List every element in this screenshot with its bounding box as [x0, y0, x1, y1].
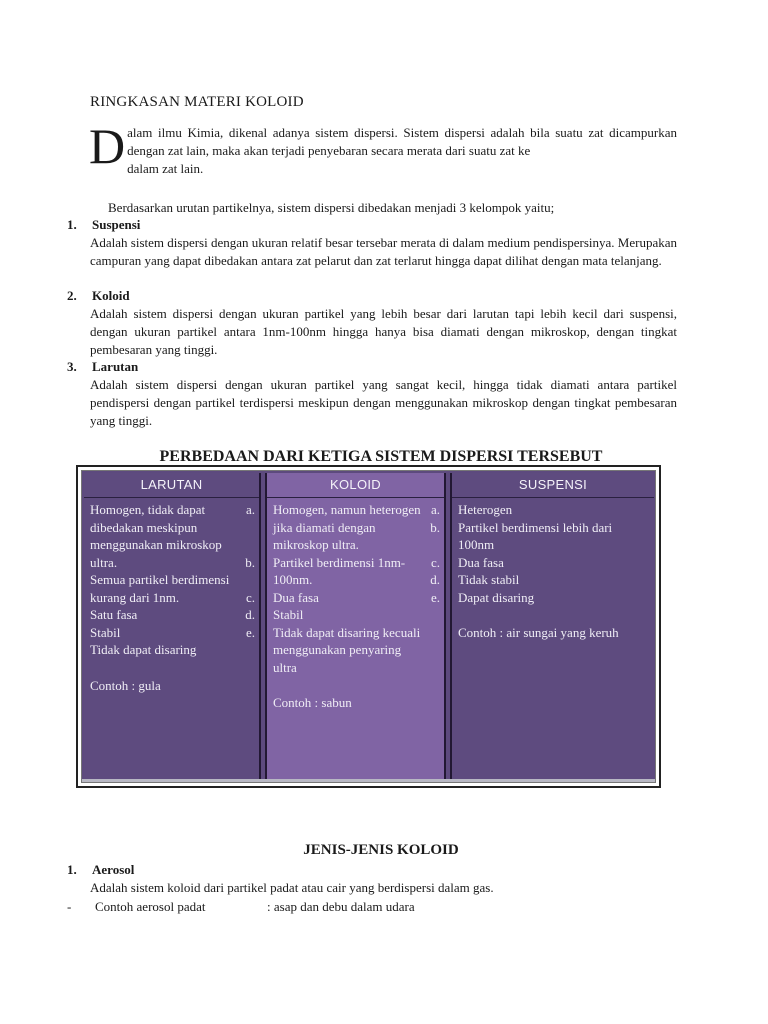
cell-marker	[646, 501, 650, 519]
cell-text: ultra	[273, 659, 297, 675]
table-cell-line	[90, 589, 255, 607]
column-body	[84, 498, 259, 694]
table-cell-line	[273, 659, 440, 677]
column-header: KOLOID	[267, 473, 444, 498]
cell-text: Partikel berdimensi 1nm-	[273, 554, 406, 570]
cell-text: dibedakan meskipun	[90, 519, 198, 535]
comparison-table-body	[81, 470, 656, 783]
cell-marker: a.	[430, 502, 440, 517]
cell-marker: c.	[245, 589, 255, 605]
cell-text: menggunakan penyaring	[273, 642, 402, 657]
cell-marker: d.	[430, 572, 440, 587]
cell-marker: e.	[245, 624, 255, 640]
cell-text: Tidak stabil	[458, 572, 520, 587]
jenis-heading: Aerosol	[92, 862, 135, 877]
type-description: Adalah sistem dispersi dengan ukuran partikel yang sangat kecil, hingga tidak diamati antara partikel pendispersi dengan partikel terdispersi meskipun dengan menggunakan mikroskop dengan tingkat pembesaran yang tinggi.	[90, 377, 677, 428]
table-cell-line	[458, 554, 650, 572]
example-text: Contoh : gula	[90, 677, 161, 693]
table-cell-line	[273, 571, 440, 589]
cell-marker: d.	[245, 607, 255, 622]
column-header: LARUTAN	[84, 473, 259, 498]
table-cell-line	[273, 501, 440, 519]
cell-marker: b.	[430, 519, 440, 535]
cell-text: mikroskop ultra.	[273, 537, 359, 552]
table-cell-line	[273, 641, 440, 659]
cell-marker: e.	[430, 589, 440, 605]
cell-marker	[436, 606, 440, 624]
type-number: 3.	[67, 359, 77, 374]
type-heading: Koloid	[92, 288, 130, 303]
section-title: JENIS-JENIS KOLOID	[303, 842, 459, 858]
cell-text: Dua fasa	[273, 589, 319, 605]
table-cell-line	[273, 589, 440, 607]
table-cell-line	[458, 571, 650, 589]
type-number: 1.	[67, 217, 77, 232]
table-cell-line	[458, 589, 650, 607]
column-body	[267, 498, 444, 712]
example-value: : asap dan debu dalam udara	[267, 899, 415, 914]
cell-text: Satu fasa	[90, 607, 138, 622]
example-text: Contoh : air sungai yang keruh	[458, 625, 619, 640]
column-koloid	[265, 473, 446, 780]
table-cell-line	[90, 571, 255, 589]
cell-text: Semua partikel berdimensi	[90, 572, 230, 587]
cell-text: jika diamati dengan	[273, 519, 376, 535]
jenis-description: Adalah sistem koloid dari partikel padat atau cair yang berdispersi dalam gas.	[90, 880, 494, 895]
type-heading: Suspensi	[92, 217, 141, 232]
table-cell-line	[90, 641, 255, 659]
column-header: SUSPENSI	[452, 473, 654, 498]
cell-marker	[436, 659, 440, 677]
cell-marker	[646, 571, 650, 589]
column-body	[452, 498, 654, 642]
cell-text: Homogen, namun heterogen	[273, 502, 421, 517]
type-description: Adalah sistem dispersi dengan ukuran partikel yang lebih besar dari larutan tapi lebih kecil dari suspensi, dengan ukuran partikel antara 1nm-100nm hingga hanya bisa diamati dengan mikroskop, dengan tingkat pembesaran yang tinggi.	[90, 306, 677, 357]
cell-text: menggunakan mikroskop	[90, 537, 222, 552]
table-cell-line	[273, 519, 440, 537]
column-larutan	[84, 473, 261, 780]
cell-text: Tidak dapat disaring	[90, 642, 197, 657]
comparison-table-title: PERBEDAAN DARI KETIGA SISTEM DISPERSI TERSEBUT	[159, 448, 603, 465]
type-heading: Larutan	[92, 359, 139, 374]
cell-text: Stabil	[90, 624, 121, 640]
cell-marker	[646, 589, 650, 607]
cell-text: 100nm	[458, 537, 495, 552]
table-cell-line	[458, 536, 650, 554]
comparison-table	[76, 465, 661, 788]
cell-marker	[251, 519, 255, 537]
lead-sentence: Berdasarkan urutan partikelnya, sistem dispersi dibedakan menjadi 3 kelompok yaitu;	[108, 200, 555, 215]
cell-marker	[251, 536, 255, 554]
intro-paragraph	[89, 118, 677, 178]
cell-text: 100nm.	[273, 572, 313, 587]
jenis-number: 1.	[67, 862, 77, 877]
page-title: RINGKASAN MATERI KOLOID	[90, 94, 304, 110]
table-cell-line	[273, 624, 440, 642]
type-description: Adalah sistem dispersi dengan ukuran relatif besar tersebar merata di dalam medium pendispersinya. Merupakan campuran yang dapat dibedakan antara zat pelarut dan zat terlarut hingga dapat dilihat dengan mata telanjang.	[90, 235, 677, 268]
cell-marker: a.	[245, 502, 255, 517]
table-cell-line	[273, 606, 440, 624]
cell-marker	[251, 571, 255, 589]
table-cell-line	[90, 501, 255, 519]
cell-marker	[436, 624, 440, 642]
table-cell-line	[90, 519, 255, 537]
drop-cap: D	[89, 118, 126, 174]
table-cell-line	[273, 536, 440, 554]
cell-text: Dua fasa	[458, 554, 504, 570]
cell-text: Dapat disaring	[458, 589, 535, 605]
table-cell-line	[90, 606, 255, 624]
intro-line-2: dicampurkan dengan zat lain, maka akan terjadi penyebaran secara merata dari suatu zat ke	[127, 125, 677, 158]
cell-text: Stabil	[273, 607, 304, 622]
cell-marker	[251, 641, 255, 659]
cell-marker: b.	[245, 554, 255, 570]
cell-text: Heterogen	[458, 502, 513, 517]
cell-marker	[646, 536, 650, 554]
cell-text: Homogen, tidak dapat	[90, 502, 206, 517]
cell-marker	[436, 536, 440, 554]
cell-text: Partikel berdimensi lebih dari	[458, 519, 613, 535]
intro-line-1: alam ilmu Kimia, dikenal adanya sistem dispersi. Sistem dispersi adalah bila suatu zat	[127, 125, 604, 140]
column-suspensi	[450, 473, 654, 780]
table-cell-line	[90, 624, 255, 642]
table-cell-line	[273, 554, 440, 572]
cell-text: kurang dari 1nm.	[90, 589, 180, 605]
cell-text: ultra.	[90, 554, 118, 570]
table-bottom-rule	[82, 779, 655, 782]
cell-marker: c.	[430, 554, 440, 570]
type-number: 2.	[67, 288, 77, 303]
example-text: Contoh : sabun	[273, 695, 352, 710]
table-cell-line	[90, 536, 255, 554]
intro-line-3: dalam zat lain.	[127, 161, 204, 176]
table-cell-line	[458, 501, 650, 519]
cell-marker	[646, 554, 650, 572]
cell-marker	[436, 641, 440, 659]
table-cell-line	[90, 554, 255, 572]
cell-marker	[646, 519, 650, 537]
cell-text: Tidak dapat disaring kecuali	[273, 624, 421, 640]
example-label: Contoh aerosol padat	[95, 899, 206, 914]
table-cell-line	[458, 519, 650, 537]
bullet-dash: -	[67, 899, 72, 914]
